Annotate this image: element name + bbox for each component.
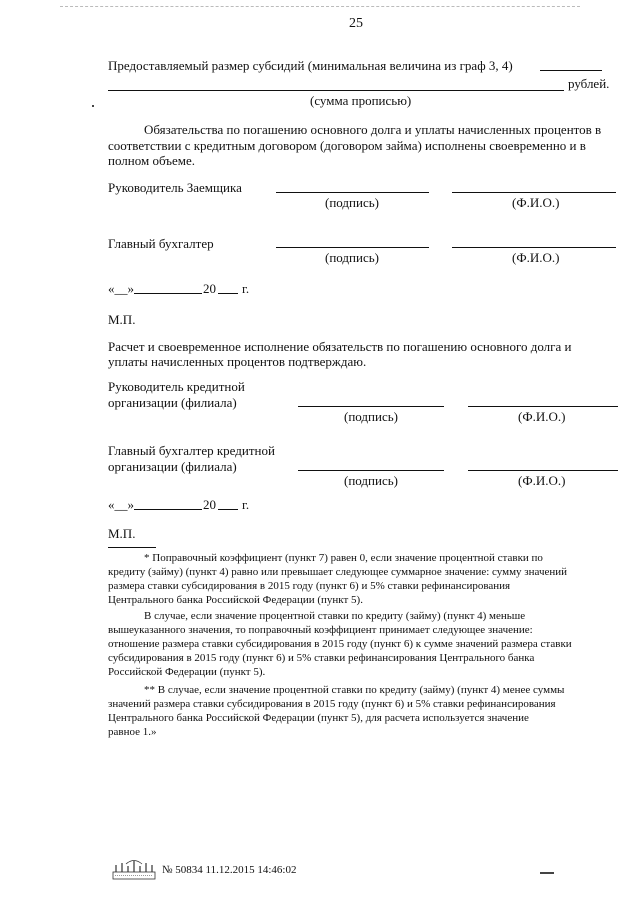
registry-stamp-icon: [112, 858, 156, 880]
borrower-head-signature-line[interactable]: [276, 192, 429, 193]
footnote-1-line-1: * Поправочный коэффициент (пункт 7) равен 0, если значение процентной ставки по: [144, 552, 543, 564]
date-suffix-1: г.: [242, 281, 250, 296]
bank-head-signature-line[interactable]: [298, 406, 444, 407]
borrower-accountant-name-line[interactable]: [452, 247, 616, 248]
footnote-3-line-2: значений размера ставки субсидирования в 2015 году (пункт 6) и 5% ставки рефинансирования: [108, 698, 556, 710]
borrower-accountant-signature-line[interactable]: [276, 247, 429, 248]
scan-mark: [540, 872, 554, 874]
seal-place-1: М.П.: [108, 312, 136, 327]
bank-head-label-2: организации (филиала): [108, 395, 237, 410]
bank-accountant-label-2: организации (филиала): [108, 459, 237, 474]
subsidy-words-line: [108, 90, 564, 91]
date-century-1: 20: [203, 281, 216, 296]
obligations-line-2: соответствии с кредитным договором (договором займа) исполнены своевременно и в: [108, 138, 586, 153]
bank-accountant-signature-line[interactable]: [298, 470, 444, 471]
date-month-line-2[interactable]: [134, 509, 202, 510]
confirmation-line-1: Расчет и своевременное исполнение обязательств по погашению основного долга и: [108, 339, 572, 354]
date-year-line-2[interactable]: [218, 509, 238, 510]
bank-head-sign-caption: (подпись): [344, 409, 398, 424]
bank-accountant-name-line[interactable]: [468, 470, 618, 471]
registration-stamp-text: № 50834 11.12.2015 14:46:02: [162, 864, 297, 876]
obligations-line-3: полном объеме.: [108, 153, 195, 168]
footnote-3-line-4: равное 1.»: [108, 726, 157, 738]
bank-accountant-label-1: Главный бухгалтер кредитной: [108, 443, 275, 458]
footnote-3-line-1: ** В случае, если значение процентной ставки по кредиту (займу) (пункт 4) менее суммы: [144, 684, 565, 696]
borrower-head-name-line[interactable]: [452, 192, 616, 193]
subsidy-caption: (сумма прописью): [310, 93, 412, 108]
bank-accountant-sign-caption: (подпись): [344, 473, 398, 488]
date-century-2: 20: [203, 497, 216, 512]
footnote-3-line-3: Центрального банка Российской Федерации (пункт 5), для расчета используется значение: [108, 712, 529, 724]
subsidy-size-label: Предоставляемый размер субсидий (минимальная величина из граф 3, 4): [108, 58, 513, 73]
footnote-1-line-4: Центрального банка Российской Федерации (пункт 5).: [108, 594, 363, 606]
borrower-head-label: Руководитель Заемщика: [108, 180, 242, 195]
subsidy-currency: рублей.: [568, 76, 610, 91]
date-day-2: «__»: [108, 497, 134, 512]
bank-head-label-1: Руководитель кредитной: [108, 379, 245, 394]
date-year-line-1[interactable]: [218, 293, 238, 294]
footnote-1-line-2: кредиту (займу) (пункт 4) равно или превышает следующее суммарное значение: сумму значений: [108, 566, 568, 578]
confirmation-line-2: уплаты начисленных процентов подтверждаю.: [108, 354, 367, 369]
footnote-separator: [108, 547, 156, 548]
bank-head-name-line[interactable]: [468, 406, 618, 407]
page-number: 25: [349, 16, 363, 31]
borrower-head-name-caption: (Ф.И.О.): [512, 195, 560, 210]
scan-speck: [92, 105, 94, 107]
footnote-2-line-3: отношение размера ставки субсидирования в 2015 году (пункт 6) к сумме значений размера ставки: [108, 638, 572, 650]
footnote-2-line-4: субсидирования в 2015 году (пункт 6) и 5% ставки рефинансирования Центрального банка: [108, 652, 535, 664]
borrower-accountant-label: Главный бухгалтер: [108, 236, 214, 251]
bank-head-name-caption: (Ф.И.О.): [518, 409, 566, 424]
date-day-1: «__»: [108, 281, 134, 296]
scan-top-edge: [60, 6, 580, 7]
obligations-line-1: Обязательства по погашению основного долга и уплаты начисленных процентов в: [144, 122, 602, 137]
bank-accountant-name-caption: (Ф.И.О.): [518, 473, 566, 488]
seal-place-2: М.П.: [108, 526, 136, 541]
footnote-2-line-5: Российской Федерации (пункт 5).: [108, 666, 266, 678]
borrower-accountant-sign-caption: (подпись): [325, 250, 379, 265]
subsidy-value-line: [540, 70, 602, 71]
borrower-accountant-name-caption: (Ф.И.О.): [512, 250, 560, 265]
footnote-2-line-1: В случае, если значение процентной ставки по кредиту (займу) (пункт 4) меньше: [144, 610, 526, 622]
date-suffix-2: г.: [242, 497, 250, 512]
borrower-head-sign-caption: (подпись): [325, 195, 379, 210]
footnote-2-line-2: вышеуказанного значения, то поправочный коэффициент принимает следующее значение:: [108, 624, 533, 636]
footnote-1-line-3: размера ставки субсидирования в 2015 году (пункт 6) и 5% ставки рефинансирования: [108, 580, 511, 592]
date-month-line-1[interactable]: [134, 293, 202, 294]
